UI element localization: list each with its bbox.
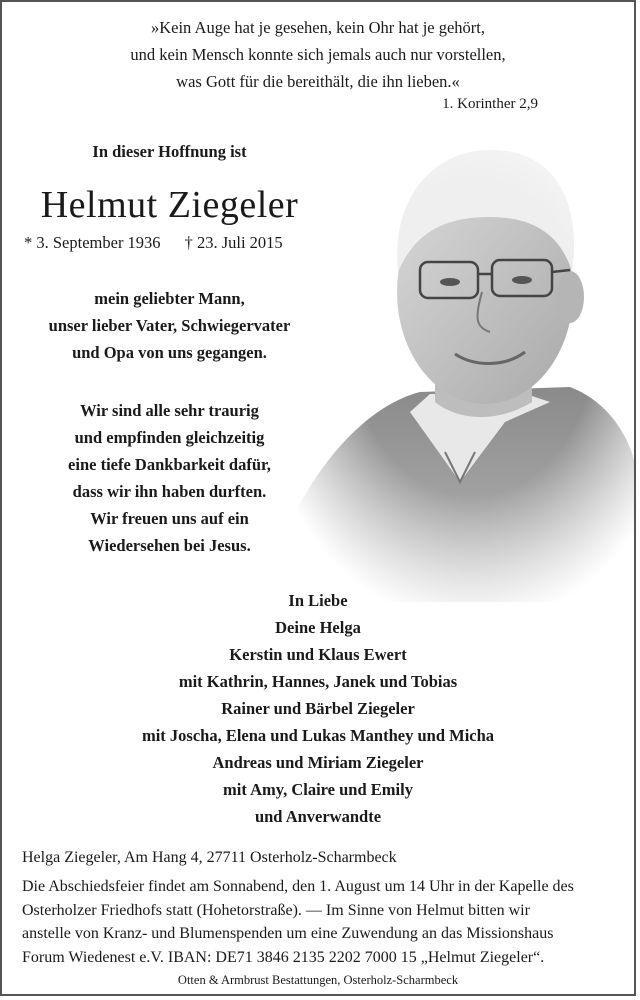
text-line: Wir freuen uns auf ein	[90, 509, 249, 528]
mourner-line: mit Kathrin, Hannes, Janek und Tobias	[178, 672, 458, 691]
verse-line: und kein Mensch konnte sich jemals auch nur vorstellen,	[130, 45, 506, 64]
birth-date: * 3. September 1936	[24, 233, 161, 252]
mourner-line: Andreas und Miriam Ziegeler	[212, 753, 424, 772]
text-line: eine tiefe Dankbarkeit dafür,	[68, 455, 271, 474]
text-line: mein geliebter Mann,	[94, 289, 245, 308]
mourner-line: Deine Helga	[275, 618, 361, 637]
text-line: und empfinden gleichzeitig	[74, 428, 265, 447]
deceased-name: Helmut Ziegeler	[40, 184, 299, 226]
contact-address: Helga Ziegeler, Am Hang 4, 27711 Osterholz-Scharmbeck	[22, 849, 397, 866]
verse-line: was Gott für die bereithält, die ihn lieben.«	[176, 72, 460, 91]
text-line: unser lieber Vater, Schwiegervater	[48, 316, 291, 335]
notice-line: anstelle von Kranz- und Blumenspenden um eine Zuwendung an das Missionshaus	[22, 925, 554, 942]
mourners-list	[2, 587, 634, 830]
notice-line: Forum Wiedenest e.V. IBAN: DE71 3846 2135 2202 7000 15 „Helmut Ziegeler“.	[22, 948, 545, 966]
text-block-sorrow	[2, 397, 337, 559]
mourner-line: mit Joscha, Elena und Lukas Manthey und Micha	[141, 726, 495, 745]
mourner-line: mit Amy, Claire und Emily	[223, 780, 413, 799]
bible-verse	[2, 14, 634, 95]
text-line: dass wir ihn haben durften.	[72, 482, 267, 501]
verse-line: »Kein Auge hat je gesehen, kein Ohr hat je gehört,	[150, 18, 486, 37]
text-line: Wiedersehen bei Jesus.	[88, 536, 251, 555]
funeral-home: Otten & Armbrust Bestattungen, Osterholz-Scharmbeck	[177, 973, 459, 987]
life-dates	[24, 233, 283, 253]
funeral-notice	[22, 875, 632, 969]
notice-line: Die Abschiedsfeier findet am Sonnabend, den 1. August um 14 Uhr in der Kapelle des	[22, 878, 574, 895]
verse-reference: 1. Korinther 2,9	[442, 96, 538, 112]
death-date: † 23. Juli 2015	[184, 233, 283, 252]
mourner-line: In Liebe	[288, 591, 348, 610]
text-block-family	[2, 285, 337, 366]
text-line: Wir sind alle sehr traurig	[80, 401, 259, 420]
text-line: und Opa von uns gegangen.	[72, 343, 267, 362]
notice-line: Osterholzer Friedhofs statt (Hohetorstraße). — Im Sinne von Helmut bitten wir	[22, 901, 530, 919]
mourner-line: Kerstin und Klaus Ewert	[229, 645, 407, 664]
intro-line: In dieser Hoffnung ist	[92, 142, 247, 161]
mourner-line: Rainer und Bärbel Ziegeler	[221, 699, 415, 718]
mourner-line: und Anverwandte	[254, 807, 382, 826]
